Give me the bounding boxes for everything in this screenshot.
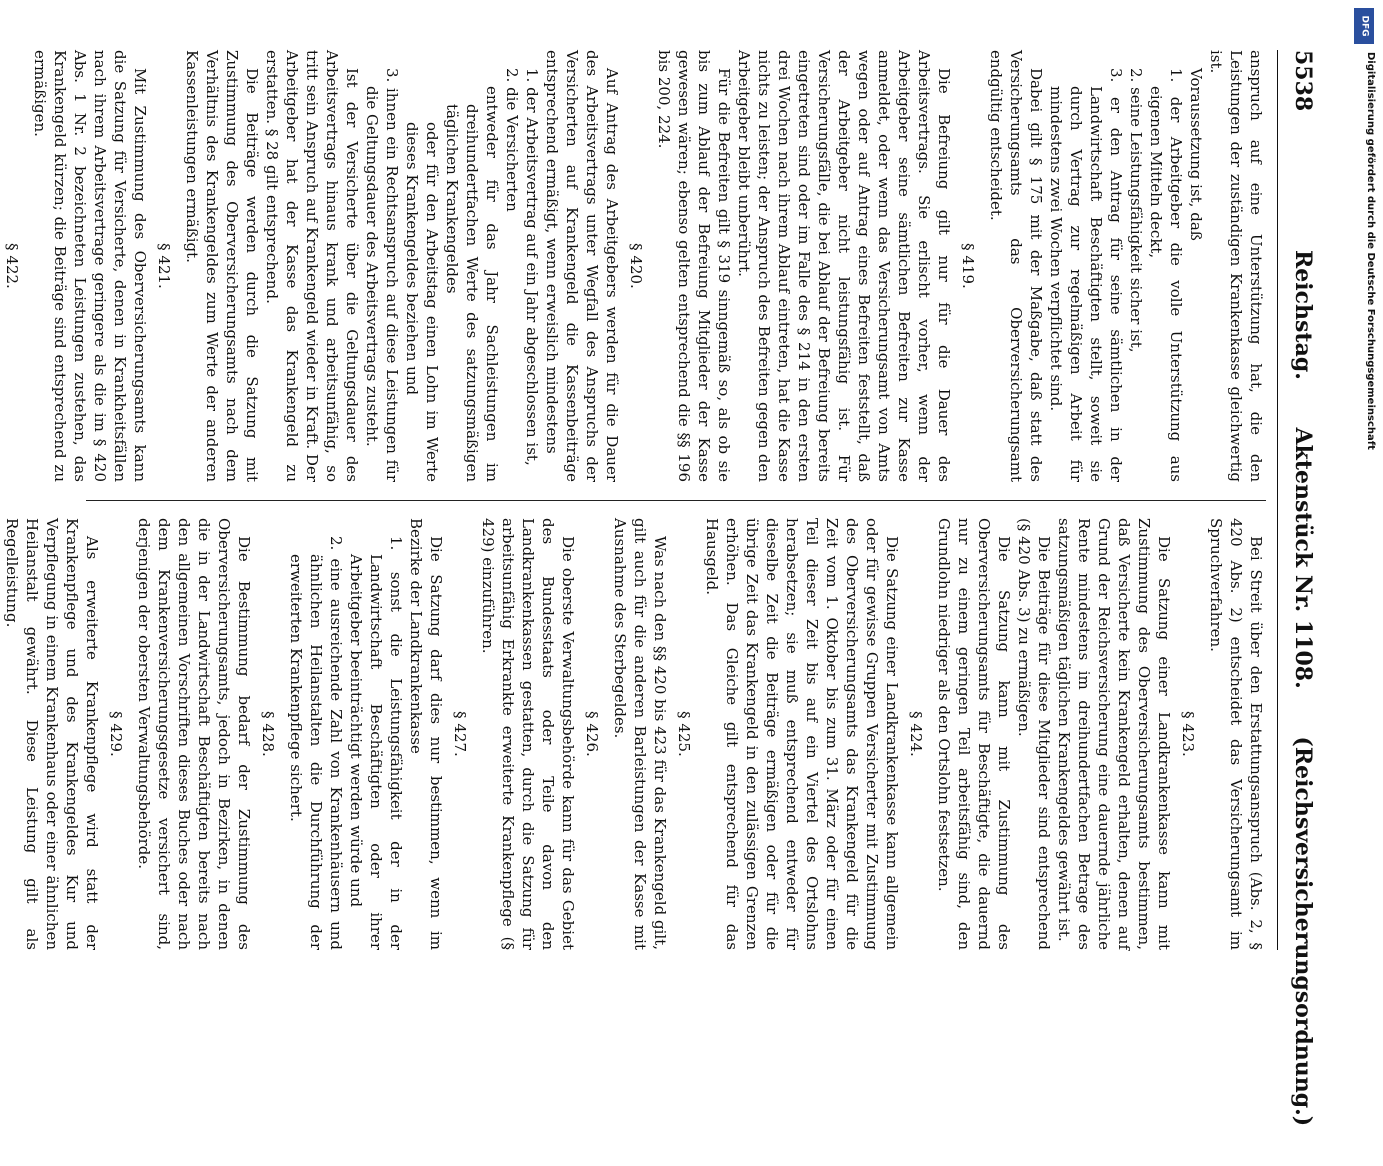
list-item: 2. die Versicherten xyxy=(503,68,521,212)
section-heading: § 421. xyxy=(155,243,173,289)
paragraph: Für die Befreiten gilt § 319 sinngemäß so, als ob sie bis zum Ablauf der Befreiung Mitglieder der Kasse gewesen wären; ebenso gelten entsprechend die §§ 196 bis 200, 224. xyxy=(655,50,733,482)
section-heading: § 428. xyxy=(259,711,277,757)
left-column xyxy=(0,50,1266,482)
list-item: 1. der Arbeitsvertrag auf ein Jahr abgeschlossen ist, xyxy=(523,68,541,466)
digitization-watermark xyxy=(1352,8,1376,628)
list-item: 1. sonst die Leistungsfähigkeit der in der Landwirtschaft Beschäftigten oder ihrer Arbeitgeber beeinträchtigt werden würde und xyxy=(347,536,405,950)
header-center xyxy=(1290,250,1316,1166)
paragraph: Als erweiterte Krankenpflege wird statt der Krankenpflege und des Krankengeldes Kur und Verpflegung in einem Krankenhaus oder einer ähnlichen Heilanstalt gewährt. Diese Leistung gilt als Regelleistung. xyxy=(3,518,101,950)
right-column xyxy=(0,518,1266,950)
section-heading: § 425. xyxy=(675,711,693,757)
paragraph: Die Satzung kann mit Zustimmung des Oberversicherungsamts für Beschäftigte, die dauernd nur zu einem geringen Teil arbeitsfähig sind, den Grundlohn niedriger als den Ortslohn festsetzen. xyxy=(935,518,1013,950)
paragraph: Die Satzung einer Landkrankenkasse kann mit Zustimmung des Oberversicherungsamts bestimmen, daß Versicherte kein Krankengeld erhalten, denen auf Grund der Reichsversicherung eine dauernde jährliche Rente mindestens im dreihundertfachen Betrage des satzungsmäßigen täglichen Krankengeldes gewährt ist. xyxy=(1055,518,1173,950)
paragraph: Mit Zustimmung des Oberversicherungsamts kann die Satzung für Versicherte, denen in Krankheitsfällen nach ihrem Arbeitsvertrage geringere als die im § 420 Abs. 1 Nr. 2 bezeichneten Leistungen zustehen, das Krankengeld kürzen; die Beiträge sind entsprechend zu ermäßigen. xyxy=(31,50,149,482)
paragraph: Die oberste Verwaltungsbehörde kann für das Gebiet des Bundesstaats oder Teile davon den Landkrankenkassen gestatten, durch die Satzung für arbeitsunfähig Erkrankte erweiterte Krankenpflege (§ 429) einzuführen. xyxy=(479,518,577,950)
paragraph: Die Bestimmung bedarf der Zustimmung des Oberversicherungsamts, jedoch in Bezirken, in denen die in der Landwirtschaft Beschäftigten bereits nach den allgemeinen Vorschriften dieses Buches oder nach dem Krankenversicherungsgesetze versichert sind, derjenigen der obersten Verwaltungsbehörde. xyxy=(135,518,253,950)
page-number: 5538 xyxy=(1290,50,1316,112)
paragraph: Auf Antrag des Arbeitgebers werden für die Dauer des Arbeitsvertrags unter Wegfall des Anspruchs der Versicherten auf Krankengeld die Kassenbeiträge entsprechend ermäßigt, wenn erweislich mindestens xyxy=(543,50,621,482)
paragraph: Voraussetzung ist, daß xyxy=(1187,68,1205,241)
section-heading: § 429. xyxy=(107,711,125,757)
list-subitem: oder für den Arbeitstag einen Lohn im Werte dieses Krankengeldes beziehen und xyxy=(403,122,441,482)
paragraph: Die Beiträge werden durch die Satzung mit Zustimmung des Oberversicherungsamts nach dem Verhältnis des Krankengeldes zum Werte der anderen Kassenleistungen ermäßigt. xyxy=(183,50,261,482)
paragraph: Die Satzung darf dies nur bestimmen, wenn im Bezirke der Landkrankenkasse xyxy=(407,518,445,950)
list-item: 1. der Arbeitgeber die volle Unterstützung aus eigenen Mitteln deckt, xyxy=(1147,68,1185,482)
watermark-text: Digitalisierung gefördert durch die Deutsche Forschungsgemeinschaft xyxy=(1365,52,1376,450)
paragraph: Ist der Versicherte über die Geltungsdauer des Arbeitsvertrags hinaus krank und arbeitsunfähig, so tritt sein Anspruch auf Krankengeld wieder in Kraft. Der Arbeitgeber hat der Kasse das Krankengeld zu erstatten. § 28 gilt entsprechend. xyxy=(263,50,361,482)
paragraph: Die Befreiung gilt nur für die Dauer des Arbeitsvertrags. Sie erlischt vorher, wenn der Arbeitgeber seine sämtlichen Befreiten zur Kasse anmeldet, oder wenn das Versicherungsamt von Amts wegen oder auf Antrag eines Befreiten feststellt, daß der Arbeitgeber nicht leistungsfähig ist. Für Versicherungsfälle, die bei Ablauf der Befreiung bereits eingetreten sind oder im Falle des § 214 in den ersten drei Wochen nach ihrem Ablauf eintreten, hat die Kasse nichts zu leisten; der Anspruch des Befreiten gegen den Arbeitgeber bleibt unberührt. xyxy=(735,50,953,482)
publisher-label: Reichstag. xyxy=(1290,250,1316,380)
list-item: 2. seine Leistungsfähigkeit sicher ist, xyxy=(1127,68,1145,353)
paragraph: Was nach den §§ 420 bis 423 für das Krankengeld gilt, gilt auch für die anderen Barleistungen der Kasse mit Ausnahme des Sterbegeldes. xyxy=(611,518,669,950)
section-heading: § 422. xyxy=(3,243,21,289)
section-heading: § 420. xyxy=(627,243,645,289)
page-header xyxy=(1280,50,1320,1127)
section-heading: § 424. xyxy=(907,711,925,757)
list-subitem: entweder für das Jahr Sachleistungen im dreihundertfachen Werte des satzungsmäßigen täglichen Krankengeldes xyxy=(443,86,501,482)
paragraph: Bei Streit über den Erstattungsanspruch (Abs. 2, § 420 Abs. 2) entscheidet das Versicherungsamt im Spruchverfahren. xyxy=(1207,518,1265,950)
paragraph: anspruch auf eine Unterstützung hat, die den Leistungen der zuständigen Krankenkasse gleichwertig ist. xyxy=(1207,50,1265,482)
section-heading: § 423. xyxy=(1179,711,1197,757)
paragraph: Die Satzung einer Landkrankenkasse kann allgemein oder für gewisse Gruppen Versicherter mit Zustimmung des Oberversicherungsamts das Krankengeld für die Zeit vom 1. Oktober bis zum 31. März oder für einen Teil dieser Zeit bis auf ein Viertel des Ortslohns herabsetzen; sie muß entsprechend entweder für dieselbe Zeit die Beiträge ermäßigen oder für die übrige Zeit das Krankengeld in den zulässigen Grenzen erhöhen. Das Gleiche gilt entsprechend für das Hausgeld. xyxy=(703,518,901,950)
list-item: 3. er den Antrag für seine sämtlichen in der Landwirtschaft Beschäftigten stellt, soweit sie durch Vertrag zur regelmäßigen Arbeit für mindestens zwei Wochen verpflichtet sind. xyxy=(1047,68,1125,482)
document-title: (Reichsversicherungsordnung.) xyxy=(1290,736,1316,1127)
section-heading: § 426. xyxy=(583,711,601,757)
section-heading: § 419. xyxy=(959,243,977,289)
document-page xyxy=(3,50,1320,1127)
section-heading: § 427. xyxy=(451,711,469,757)
list-item: 2. eine ausreichende Zahl von Krankenhäusern und ähnlichen Heilanstalten die Durchführung der erweiterten Krankenpflege sichert. xyxy=(287,536,345,950)
paragraph: Dabei gilt § 175 mit der Maßgabe, daß statt des Versicherungsamts das Oberversicherungsamt endgültig entscheidet. xyxy=(987,50,1045,482)
paragraph: Die Beiträge für diese Mitglieder sind entsprechend (§ 420 Abs. 3) zu ermäßigen. xyxy=(1015,518,1053,950)
document-label: Aktenstück Nr. 1108. xyxy=(1290,427,1316,689)
header-rule xyxy=(1277,50,1278,950)
dfg-logo: DFG xyxy=(1354,8,1374,44)
column-divider xyxy=(86,500,1266,501)
list-item: 3. ihnen ein Rechtsanspruch auf diese Leistungen für die Geltungsdauer des Arbeitsvertrags zusteht. xyxy=(363,68,401,482)
